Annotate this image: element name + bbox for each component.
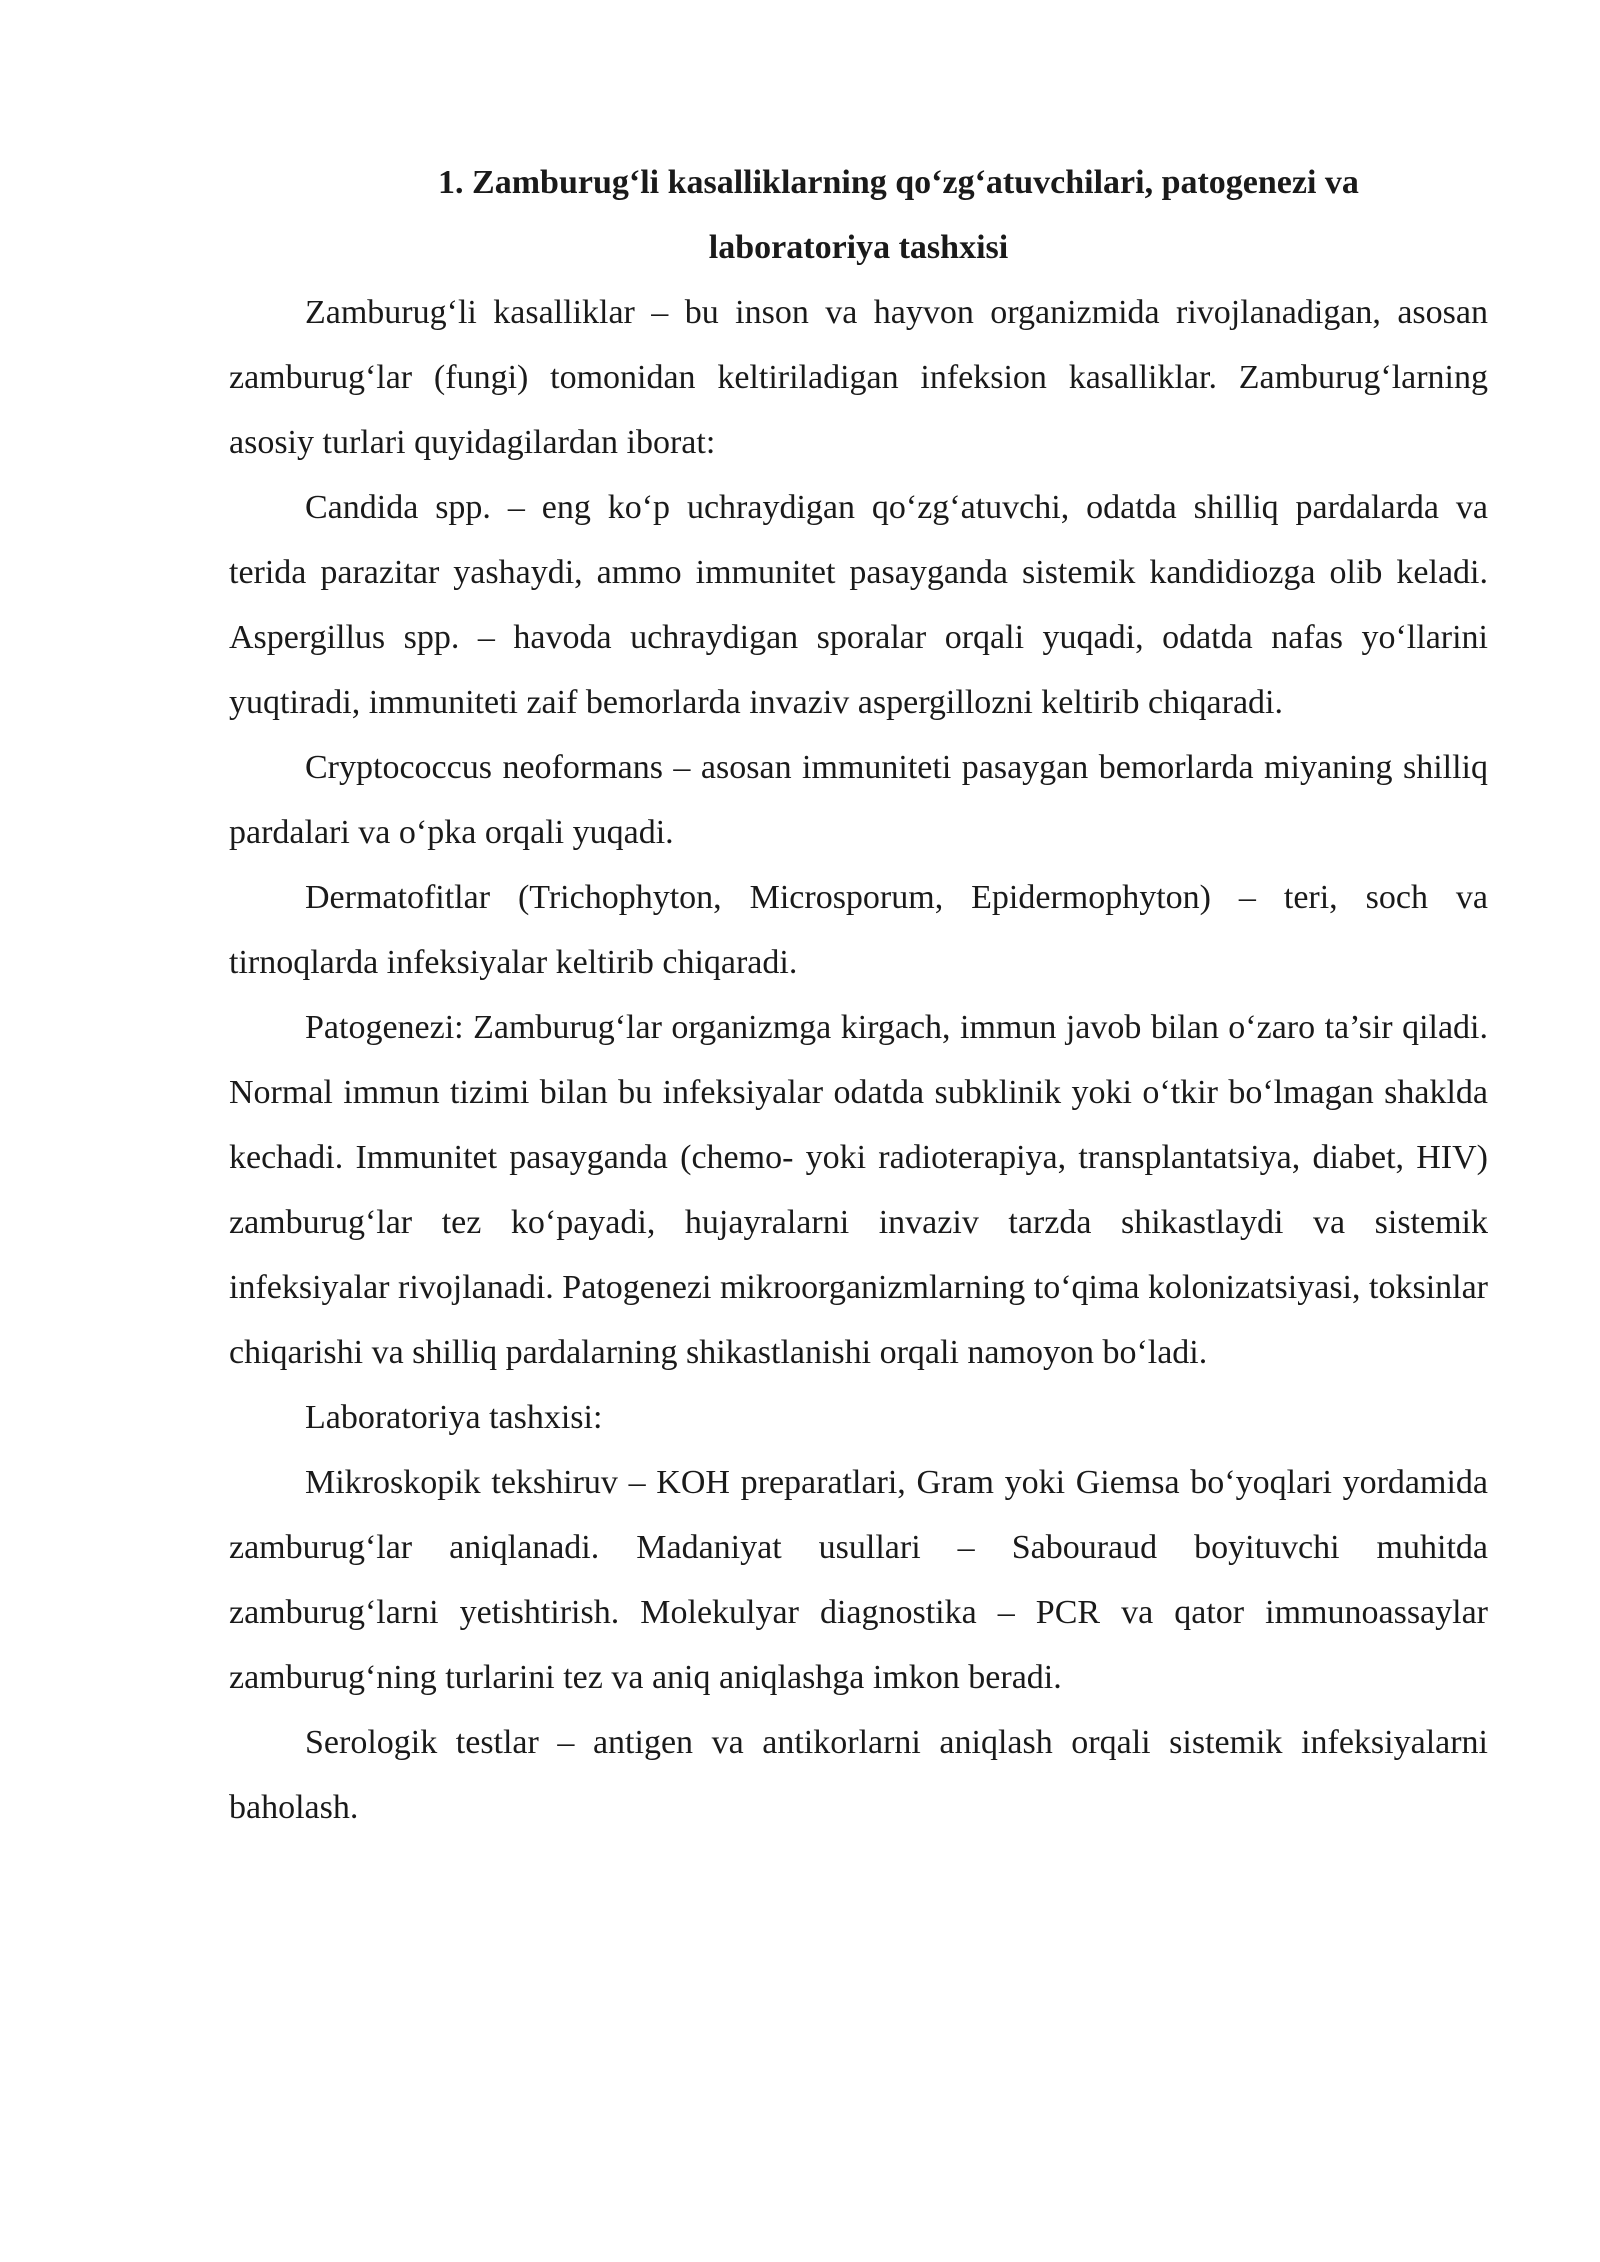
document-title xyxy=(229,150,1488,280)
paragraph-cryptococcus: Cryptococcus neoformans – asosan immuniteti pasaygan bemorlarda miyaning shilliq pardalari va o‘pka orqali yuqadi. xyxy=(229,749,1488,851)
paragraph-lab-heading: Laboratoriya tashxisi: xyxy=(305,1399,603,1436)
paragraph-candida-aspergillus: Candida spp. – eng ko‘p uchraydigan qo‘zg‘atuvchi, odatda shilliq pardalarda va terida parazitar yashaydi, ammo immunitet pasayganda sistemik kandidiozga olib keladi. Aspergillus spp. – havoda uchraydigan sporalar orqali yuqadi, odatda nafas yo‘llarini yuqtiradi, immuniteti zaif bemorlarda invaziv aspergillozni keltirib chiqaradi. xyxy=(229,489,1488,721)
paragraph-dermatofitlar: Dermatofitlar (Trichophyton, Microsporum, Epidermophyton) – teri, soch va tirnoqlarda infeksiyalar keltirib chiqaradi. xyxy=(229,879,1488,981)
title-line-1: 1. Zamburug‘li kasalliklarning qo‘zg‘atuvchilari, patogenezi va xyxy=(438,164,1359,201)
paragraph-intro: Zamburug‘li kasalliklar – bu inson va hayvon organizmida rivojlanadigan, asosan zamburug‘lar (fungi) tomonidan keltiriladigan infeksion kasalliklar. Zamburug‘larning asosiy turlari quyidagilardan iborat: xyxy=(229,294,1488,461)
paragraph-serologik: Serologik testlar – antigen va antikorlarni aniqlash orqali sistemik infeksiyalarni baholash. xyxy=(229,1724,1488,1826)
title-line-2: laboratoriya tashxisi xyxy=(708,229,1009,266)
paragraph-mikroskopik: Mikroskopik tekshiruv – KOH preparatlari, Gram yoki Giemsa bo‘yoqlari yordamida zamburug‘lar aniqlanadi. Madaniyat usullari – Sabouraud boyituvchi muhitda zamburug‘larni yetishtirish. Molekulyar diagnostika – PCR va qator immunoassaylar zamburug‘ning turlarini tez va aniq aniqlashga imkon beradi. xyxy=(229,1464,1488,1696)
paragraph-patogenezi: Patogenezi: Zamburug‘lar organizmga kirgach, immun javob bilan o‘zaro ta’sir qiladi. Normal immun tizimi bilan bu infeksiyalar odatda subklinik yoki o‘tkir bo‘lmagan shaklda kechadi. Immunitet pasayganda (chemo- yoki radioterapiya, transplantatsiya, diabet, HIV) zamburug‘lar tez ko‘payadi, hujayralarni invaziv tarzda shikastlaydi va sistemik infeksiyalar rivojlanadi. Patogenezi mikroorganizmlarning to‘qima kolonizatsiyasi, toksinlar chiqarishi va shilliq pardalarning shikastlanishi orqali namoyon bo‘ladi. xyxy=(229,1009,1488,1371)
page-content xyxy=(229,150,1488,1840)
